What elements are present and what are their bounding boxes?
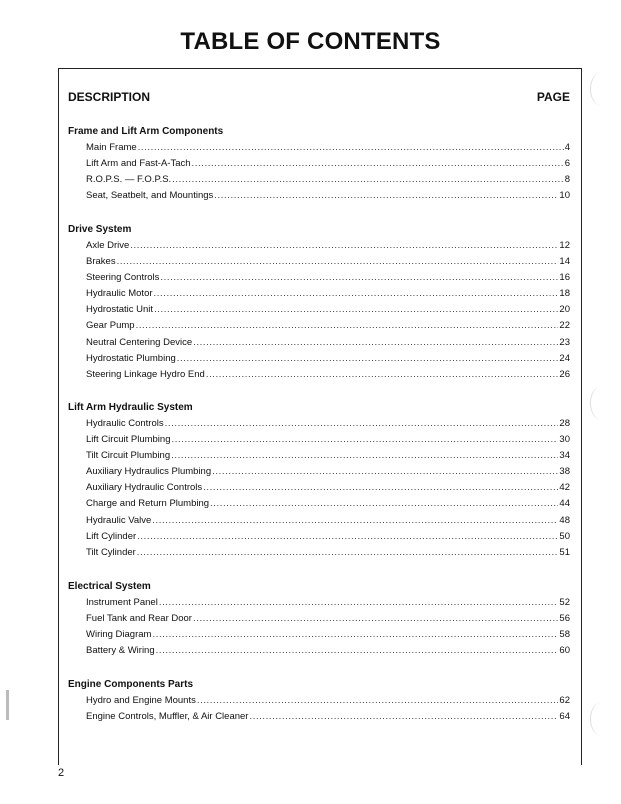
entry-page: 8 — [564, 174, 570, 186]
toc-entry[interactable] — [86, 545, 570, 561]
page-number: 2 — [58, 767, 65, 779]
toc-entry[interactable] — [86, 448, 570, 464]
entry-label: Fuel Tank and Rear Door — [86, 613, 192, 625]
leader-dots — [130, 238, 558, 254]
column-header — [68, 90, 570, 104]
leader-dots — [192, 156, 564, 172]
toc-entry[interactable] — [86, 496, 570, 512]
entry-label: Axle Drive — [86, 240, 130, 251]
toc-entry[interactable] — [86, 286, 570, 302]
leader-dots — [206, 367, 559, 383]
section-title: Frame and Lift Arm Components — [68, 126, 224, 137]
entry-label: Steering Controls — [86, 272, 160, 284]
page-title: TABLE OF CONTENTS — [180, 28, 441, 55]
leader-dots — [172, 172, 564, 188]
toc-entry[interactable] — [86, 238, 570, 254]
leader-dots — [152, 513, 558, 529]
entry-label: Lift Circuit Plumbing — [86, 434, 171, 446]
entry-page: 20 — [559, 304, 570, 316]
entry-label: Hydro and Engine Mounts — [86, 695, 196, 706]
entry-page: 23 — [559, 336, 570, 348]
toc-entry[interactable] — [86, 188, 570, 204]
toc-entry[interactable] — [86, 367, 570, 383]
toc-entry[interactable] — [86, 254, 570, 270]
entry-label: Neutral Centering Device — [86, 336, 193, 348]
entry-label: Tilt Cylinder — [86, 546, 136, 558]
entry-label: Steering Linkage Hydro End — [86, 368, 205, 380]
entry-label: Tilt Circuit Plumbing — [86, 450, 171, 462]
toc-entry[interactable] — [86, 611, 570, 627]
leader-dots — [154, 302, 558, 318]
entry-label: Lift Cylinder — [86, 530, 137, 542]
entry-page: 42 — [559, 482, 570, 494]
toc-entry[interactable] — [86, 513, 570, 529]
toc-entry[interactable] — [86, 709, 570, 725]
toc-entry[interactable] — [86, 643, 570, 659]
leader-dots — [203, 480, 558, 496]
entry-page: 14 — [559, 256, 570, 268]
entry-page: 62 — [559, 695, 570, 706]
entry-page: 26 — [559, 368, 570, 380]
toc-entry[interactable] — [86, 335, 570, 351]
section-title: Electrical System — [68, 581, 151, 592]
leader-dots — [156, 643, 559, 659]
entry-label: Hydrostatic Unit — [86, 304, 154, 316]
entry-page: 64 — [559, 711, 570, 723]
entry-page: 48 — [559, 514, 570, 526]
entry-page: 58 — [559, 629, 570, 641]
toc-entry[interactable] — [86, 595, 570, 611]
toc-entry[interactable] — [86, 302, 570, 318]
entry-label: Hydraulic Controls — [86, 418, 164, 429]
entry-page: 6 — [564, 158, 570, 170]
entry-label: Hydraulic Motor — [86, 288, 153, 300]
leader-dots — [159, 595, 559, 611]
entry-page: 4 — [564, 142, 570, 153]
section-title: Drive System — [68, 224, 132, 235]
leader-dots — [160, 270, 558, 286]
leader-dots — [152, 627, 558, 643]
entry-label: Seat, Seatbelt, and Mountings — [86, 190, 214, 202]
entry-page: 18 — [559, 288, 570, 300]
toc-entry[interactable] — [86, 416, 570, 432]
toc-entry[interactable] — [86, 172, 570, 188]
entry-label: Auxiliary Hydraulics Plumbing — [86, 466, 212, 478]
toc-entry[interactable] — [86, 156, 570, 172]
entry-page: 24 — [559, 352, 570, 364]
section-title: Engine Components Parts — [68, 679, 194, 690]
leader-dots — [197, 693, 559, 709]
punch-hole — [590, 386, 613, 420]
entry-page: 50 — [559, 530, 570, 542]
leader-dots — [171, 432, 558, 448]
entry-label: Engine Controls, Muffler, & Air Cleaner — [86, 711, 249, 723]
section-frame-lift-arm — [68, 124, 570, 204]
entry-page: 10 — [559, 190, 570, 202]
toc-entry[interactable] — [86, 693, 570, 709]
leader-dots — [193, 611, 558, 627]
section-electrical-system — [68, 579, 570, 659]
leader-dots — [193, 335, 558, 351]
toc-entry[interactable] — [86, 140, 570, 156]
entry-label: Charge and Return Plumbing — [86, 498, 210, 510]
leader-dots — [212, 464, 558, 480]
leader-dots — [154, 286, 559, 302]
punch-hole — [590, 72, 613, 106]
toc-entry[interactable] — [86, 270, 570, 286]
leader-dots — [210, 496, 558, 512]
entry-label: Wiring Diagram — [86, 629, 152, 641]
entry-page: 34 — [559, 450, 570, 462]
toc-entry[interactable] — [86, 529, 570, 545]
leader-dots — [165, 416, 559, 432]
leader-dots — [136, 318, 559, 334]
entry-page: 30 — [559, 434, 570, 446]
section-drive-system — [68, 222, 570, 383]
leader-dots — [177, 351, 559, 367]
toc-entry[interactable] — [86, 627, 570, 643]
toc-entry[interactable] — [86, 432, 570, 448]
entry-label: Auxiliary Hydraulic Controls — [86, 482, 203, 494]
scan-edge-mark — [6, 690, 9, 720]
entry-label: Main Frame — [86, 142, 137, 153]
toc-entry[interactable] — [86, 480, 570, 496]
entry-page: 12 — [559, 240, 570, 251]
leader-dots — [171, 448, 558, 464]
toc-entry[interactable] — [86, 464, 570, 480]
entry-page: 22 — [559, 320, 570, 332]
toc-entry[interactable] — [86, 318, 570, 334]
entry-label: Brakes — [86, 256, 116, 268]
entry-page: 52 — [559, 597, 570, 608]
entry-page: 56 — [559, 613, 570, 625]
leader-dots — [137, 529, 558, 545]
entry-page: 44 — [559, 498, 570, 510]
entry-label: Instrument Panel — [86, 597, 158, 608]
entry-label: Lift Arm and Fast-A-Tach — [86, 158, 191, 170]
entry-page: 16 — [559, 272, 570, 284]
description-header: DESCRIPTION — [68, 90, 151, 104]
entry-label: Gear Pump — [86, 320, 135, 332]
entry-label: Hydrostatic Plumbing — [86, 352, 176, 364]
toc-entry[interactable] — [86, 351, 570, 367]
entry-label: Hydraulic Valve — [86, 514, 152, 526]
leader-dots — [138, 140, 564, 156]
entry-label: Battery & Wiring — [86, 645, 155, 657]
leader-dots — [117, 254, 559, 270]
leader-dots — [214, 188, 558, 204]
entry-page: 38 — [559, 466, 570, 478]
entry-page: 51 — [559, 546, 570, 558]
entry-page: 60 — [559, 645, 570, 657]
entry-page: 28 — [559, 418, 570, 429]
section-engine-components — [68, 677, 570, 725]
leader-dots — [249, 709, 558, 725]
section-lift-arm-hydraulic — [68, 400, 570, 561]
leader-dots — [137, 545, 559, 561]
entry-label: R.O.P.S. — F.O.P.S. — [86, 174, 172, 186]
punch-hole — [590, 702, 613, 736]
page-header: PAGE — [536, 90, 570, 104]
section-title: Lift Arm Hydraulic System — [68, 402, 193, 413]
